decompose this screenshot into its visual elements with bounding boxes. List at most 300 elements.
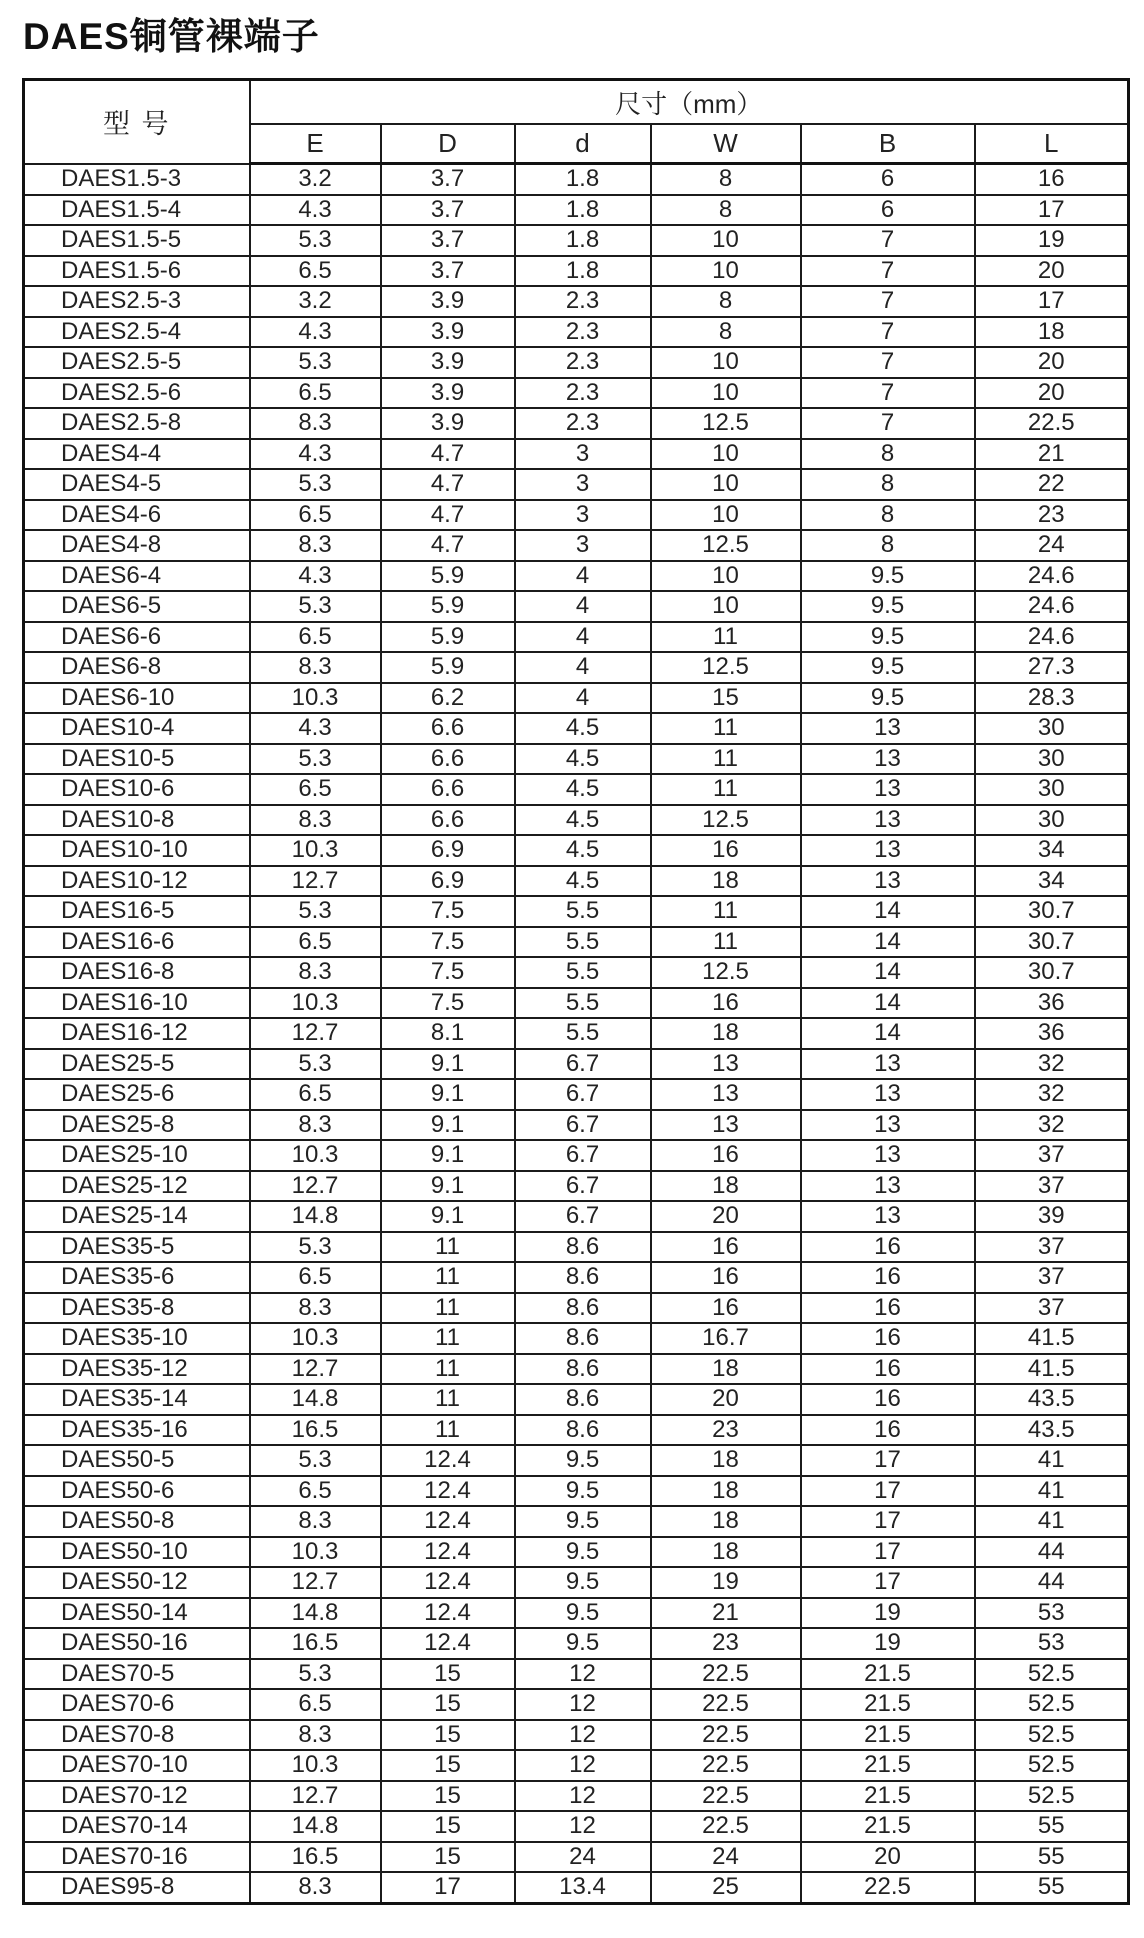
dimensions-table bbox=[22, 78, 1130, 1905]
table-row bbox=[24, 1567, 1129, 1598]
value-cell: 8.3 bbox=[250, 957, 381, 988]
table-row bbox=[24, 530, 1129, 561]
value-cell: 3.7 bbox=[381, 256, 515, 287]
value-cell: 21.5 bbox=[801, 1750, 975, 1781]
value-cell: 14.8 bbox=[250, 1384, 381, 1415]
value-cell: 9.5 bbox=[515, 1567, 651, 1598]
model-cell: DAES1.5-6 bbox=[24, 256, 250, 287]
model-cell: DAES1.5-5 bbox=[24, 225, 250, 256]
value-cell: 9.5 bbox=[801, 683, 975, 714]
model-cell: DAES10-6 bbox=[24, 774, 250, 805]
value-cell: 16 bbox=[651, 988, 801, 1019]
value-cell: 13 bbox=[801, 805, 975, 836]
value-cell: 19 bbox=[801, 1628, 975, 1659]
model-cell: DAES50-10 bbox=[24, 1537, 250, 1568]
value-cell: 12.7 bbox=[250, 1171, 381, 1202]
model-cell: DAES10-4 bbox=[24, 713, 250, 744]
value-cell: 16 bbox=[801, 1232, 975, 1263]
value-cell: 12.4 bbox=[381, 1628, 515, 1659]
model-cell: DAES70-8 bbox=[24, 1720, 250, 1751]
value-cell: 4.3 bbox=[250, 713, 381, 744]
value-cell: 7 bbox=[801, 408, 975, 439]
value-cell: 5.3 bbox=[250, 744, 381, 775]
model-cell: DAES10-5 bbox=[24, 744, 250, 775]
col-header-B: B bbox=[801, 124, 975, 164]
value-cell: 52.5 bbox=[975, 1781, 1129, 1812]
value-cell: 16.5 bbox=[250, 1628, 381, 1659]
value-cell: 14.8 bbox=[250, 1201, 381, 1232]
value-cell: 17 bbox=[801, 1506, 975, 1537]
value-cell: 13 bbox=[801, 1049, 975, 1080]
value-cell: 8 bbox=[801, 500, 975, 531]
value-cell: 3.9 bbox=[381, 347, 515, 378]
value-cell: 14 bbox=[801, 896, 975, 927]
table-row bbox=[24, 591, 1129, 622]
table-header bbox=[24, 80, 1129, 164]
value-cell: 41.5 bbox=[975, 1323, 1129, 1354]
table-row bbox=[24, 713, 1129, 744]
value-cell: 21 bbox=[651, 1598, 801, 1629]
value-cell: 7.5 bbox=[381, 957, 515, 988]
value-cell: 32 bbox=[975, 1049, 1129, 1080]
table-row bbox=[24, 195, 1129, 226]
value-cell: 9.5 bbox=[801, 652, 975, 683]
model-cell: DAES6-10 bbox=[24, 683, 250, 714]
table-row bbox=[24, 652, 1129, 683]
value-cell: 12.7 bbox=[250, 1567, 381, 1598]
model-cell: DAES25-14 bbox=[24, 1201, 250, 1232]
value-cell: 8.6 bbox=[515, 1415, 651, 1446]
value-cell: 41 bbox=[975, 1445, 1129, 1476]
value-cell: 8.3 bbox=[250, 408, 381, 439]
value-cell: 16.5 bbox=[250, 1842, 381, 1873]
value-cell: 41.5 bbox=[975, 1354, 1129, 1385]
value-cell: 6.5 bbox=[250, 1689, 381, 1720]
value-cell: 4.3 bbox=[250, 561, 381, 592]
value-cell: 8 bbox=[801, 439, 975, 470]
value-cell: 24.6 bbox=[975, 591, 1129, 622]
col-header-E: E bbox=[250, 124, 381, 164]
table-row bbox=[24, 347, 1129, 378]
value-cell: 8.3 bbox=[250, 652, 381, 683]
value-cell: 9.1 bbox=[381, 1201, 515, 1232]
value-cell: 6.5 bbox=[250, 500, 381, 531]
value-cell: 11 bbox=[651, 713, 801, 744]
value-cell: 15 bbox=[381, 1842, 515, 1873]
value-cell: 3 bbox=[515, 439, 651, 470]
size-group-header: 尺寸（mm） bbox=[250, 80, 1129, 125]
table-row bbox=[24, 896, 1129, 927]
value-cell: 17 bbox=[801, 1445, 975, 1476]
value-cell: 11 bbox=[651, 927, 801, 958]
value-cell: 4.5 bbox=[515, 805, 651, 836]
value-cell: 6 bbox=[801, 164, 975, 195]
value-cell: 16 bbox=[975, 164, 1129, 195]
value-cell: 23 bbox=[651, 1415, 801, 1446]
model-cell: DAES35-6 bbox=[24, 1262, 250, 1293]
value-cell: 4.5 bbox=[515, 835, 651, 866]
value-cell: 22 bbox=[975, 469, 1129, 500]
value-cell: 34 bbox=[975, 835, 1129, 866]
value-cell: 9.5 bbox=[515, 1598, 651, 1629]
value-cell: 24.6 bbox=[975, 622, 1129, 653]
value-cell: 7 bbox=[801, 317, 975, 348]
model-cell: DAES4-5 bbox=[24, 469, 250, 500]
value-cell: 8.6 bbox=[515, 1232, 651, 1263]
table-row bbox=[24, 835, 1129, 866]
value-cell: 8.3 bbox=[250, 1293, 381, 1324]
value-cell: 2.3 bbox=[515, 408, 651, 439]
table-row bbox=[24, 927, 1129, 958]
value-cell: 34 bbox=[975, 866, 1129, 897]
value-cell: 12.5 bbox=[651, 530, 801, 561]
table-row bbox=[24, 1354, 1129, 1385]
value-cell: 13.4 bbox=[515, 1872, 651, 1903]
value-cell: 2.3 bbox=[515, 378, 651, 409]
col-header-L: L bbox=[975, 124, 1129, 164]
value-cell: 13 bbox=[801, 1079, 975, 1110]
value-cell: 30 bbox=[975, 744, 1129, 775]
col-header-W: W bbox=[651, 124, 801, 164]
value-cell: 4.7 bbox=[381, 530, 515, 561]
value-cell: 7.5 bbox=[381, 896, 515, 927]
value-cell: 37 bbox=[975, 1140, 1129, 1171]
value-cell: 13 bbox=[801, 1171, 975, 1202]
value-cell: 16 bbox=[801, 1262, 975, 1293]
table-row bbox=[24, 561, 1129, 592]
value-cell: 22.5 bbox=[651, 1750, 801, 1781]
value-cell: 6.7 bbox=[515, 1140, 651, 1171]
value-cell: 12.5 bbox=[651, 652, 801, 683]
value-cell: 5.3 bbox=[250, 469, 381, 500]
value-cell: 8 bbox=[801, 530, 975, 561]
table-body bbox=[24, 164, 1129, 1904]
table-row bbox=[24, 408, 1129, 439]
value-cell: 7 bbox=[801, 256, 975, 287]
value-cell: 20 bbox=[651, 1201, 801, 1232]
value-cell: 6.7 bbox=[515, 1171, 651, 1202]
value-cell: 13 bbox=[801, 866, 975, 897]
value-cell: 21.5 bbox=[801, 1720, 975, 1751]
value-cell: 6.5 bbox=[250, 927, 381, 958]
table-row bbox=[24, 866, 1129, 897]
table-row bbox=[24, 1140, 1129, 1171]
value-cell: 6.6 bbox=[381, 744, 515, 775]
value-cell: 16 bbox=[801, 1354, 975, 1385]
value-cell: 9.5 bbox=[801, 561, 975, 592]
value-cell: 18 bbox=[651, 1018, 801, 1049]
value-cell: 4.3 bbox=[250, 195, 381, 226]
value-cell: 3.7 bbox=[381, 195, 515, 226]
value-cell: 30.7 bbox=[975, 896, 1129, 927]
model-cell: DAES2.5-6 bbox=[24, 378, 250, 409]
value-cell: 15 bbox=[381, 1781, 515, 1812]
size-header-row bbox=[24, 80, 1129, 125]
value-cell: 4.5 bbox=[515, 744, 651, 775]
model-cell: DAES50-5 bbox=[24, 1445, 250, 1476]
value-cell: 3.9 bbox=[381, 378, 515, 409]
value-cell: 13 bbox=[801, 1201, 975, 1232]
value-cell: 6.9 bbox=[381, 866, 515, 897]
value-cell: 12.4 bbox=[381, 1567, 515, 1598]
value-cell: 10.3 bbox=[250, 683, 381, 714]
value-cell: 16.5 bbox=[250, 1415, 381, 1446]
value-cell: 4.3 bbox=[250, 439, 381, 470]
value-cell: 9.5 bbox=[515, 1476, 651, 1507]
table-row bbox=[24, 286, 1129, 317]
model-cell: DAES25-6 bbox=[24, 1079, 250, 1110]
model-cell: DAES6-4 bbox=[24, 561, 250, 592]
value-cell: 17 bbox=[801, 1476, 975, 1507]
model-cell: DAES4-4 bbox=[24, 439, 250, 470]
value-cell: 6.5 bbox=[250, 622, 381, 653]
value-cell: 52.5 bbox=[975, 1750, 1129, 1781]
value-cell: 5.5 bbox=[515, 896, 651, 927]
model-column-header: 型 号 bbox=[24, 80, 250, 164]
table-row bbox=[24, 957, 1129, 988]
value-cell: 6.2 bbox=[381, 683, 515, 714]
table-row bbox=[24, 1079, 1129, 1110]
table-row bbox=[24, 622, 1129, 653]
value-cell: 16 bbox=[651, 1140, 801, 1171]
value-cell: 16 bbox=[801, 1323, 975, 1354]
value-cell: 18 bbox=[651, 866, 801, 897]
model-cell: DAES10-8 bbox=[24, 805, 250, 836]
value-cell: 20 bbox=[975, 347, 1129, 378]
value-cell: 11 bbox=[381, 1384, 515, 1415]
table-row bbox=[24, 500, 1129, 531]
value-cell: 10 bbox=[651, 439, 801, 470]
col-header-D: D bbox=[381, 124, 515, 164]
value-cell: 5.5 bbox=[515, 1018, 651, 1049]
table-row bbox=[24, 1537, 1129, 1568]
value-cell: 9.1 bbox=[381, 1049, 515, 1080]
value-cell: 55 bbox=[975, 1811, 1129, 1842]
value-cell: 20 bbox=[801, 1842, 975, 1873]
value-cell: 24.6 bbox=[975, 561, 1129, 592]
value-cell: 9.5 bbox=[515, 1628, 651, 1659]
value-cell: 12 bbox=[515, 1689, 651, 1720]
value-cell: 12.4 bbox=[381, 1506, 515, 1537]
value-cell: 3.9 bbox=[381, 317, 515, 348]
model-cell: DAES35-10 bbox=[24, 1323, 250, 1354]
value-cell: 13 bbox=[801, 744, 975, 775]
value-cell: 18 bbox=[975, 317, 1129, 348]
value-cell: 16 bbox=[801, 1384, 975, 1415]
model-cell: DAES6-6 bbox=[24, 622, 250, 653]
value-cell: 5.5 bbox=[515, 927, 651, 958]
value-cell: 3 bbox=[515, 530, 651, 561]
value-cell: 8 bbox=[651, 317, 801, 348]
value-cell: 11 bbox=[651, 744, 801, 775]
model-cell: DAES70-16 bbox=[24, 1842, 250, 1873]
value-cell: 10 bbox=[651, 378, 801, 409]
value-cell: 6.9 bbox=[381, 835, 515, 866]
value-cell: 7 bbox=[801, 225, 975, 256]
value-cell: 53 bbox=[975, 1598, 1129, 1629]
value-cell: 8.3 bbox=[250, 1872, 381, 1903]
value-cell: 30.7 bbox=[975, 957, 1129, 988]
value-cell: 12.7 bbox=[250, 1018, 381, 1049]
value-cell: 6 bbox=[801, 195, 975, 226]
value-cell: 14 bbox=[801, 1018, 975, 1049]
value-cell: 11 bbox=[381, 1323, 515, 1354]
value-cell: 11 bbox=[651, 774, 801, 805]
value-cell: 2.3 bbox=[515, 347, 651, 378]
value-cell: 16 bbox=[651, 1262, 801, 1293]
value-cell: 4 bbox=[515, 591, 651, 622]
value-cell: 18 bbox=[651, 1445, 801, 1476]
value-cell: 3.9 bbox=[381, 408, 515, 439]
model-cell: DAES25-10 bbox=[24, 1140, 250, 1171]
value-cell: 18 bbox=[651, 1476, 801, 1507]
model-cell: DAES35-8 bbox=[24, 1293, 250, 1324]
value-cell: 10.3 bbox=[250, 988, 381, 1019]
value-cell: 12 bbox=[515, 1781, 651, 1812]
value-cell: 30 bbox=[975, 774, 1129, 805]
value-cell: 9.5 bbox=[801, 591, 975, 622]
model-cell: DAES6-5 bbox=[24, 591, 250, 622]
value-cell: 21.5 bbox=[801, 1689, 975, 1720]
model-cell: DAES95-8 bbox=[24, 1872, 250, 1903]
value-cell: 13 bbox=[651, 1110, 801, 1141]
value-cell: 22.5 bbox=[651, 1659, 801, 1690]
value-cell: 20 bbox=[651, 1384, 801, 1415]
value-cell: 8.6 bbox=[515, 1323, 651, 1354]
value-cell: 15 bbox=[651, 683, 801, 714]
value-cell: 17 bbox=[975, 195, 1129, 226]
value-cell: 7 bbox=[801, 286, 975, 317]
value-cell: 14 bbox=[801, 988, 975, 1019]
value-cell: 22.5 bbox=[651, 1811, 801, 1842]
value-cell: 8.6 bbox=[515, 1293, 651, 1324]
value-cell: 52.5 bbox=[975, 1659, 1129, 1690]
value-cell: 10 bbox=[651, 500, 801, 531]
value-cell: 12 bbox=[515, 1750, 651, 1781]
value-cell: 6.5 bbox=[250, 256, 381, 287]
value-cell: 9.1 bbox=[381, 1110, 515, 1141]
value-cell: 8.3 bbox=[250, 1110, 381, 1141]
model-cell: DAES50-6 bbox=[24, 1476, 250, 1507]
value-cell: 24 bbox=[975, 530, 1129, 561]
value-cell: 9.1 bbox=[381, 1079, 515, 1110]
model-cell: DAES1.5-3 bbox=[24, 164, 250, 195]
value-cell: 6.7 bbox=[515, 1110, 651, 1141]
value-cell: 1.8 bbox=[515, 225, 651, 256]
value-cell: 12.7 bbox=[250, 1354, 381, 1385]
table-row bbox=[24, 1049, 1129, 1080]
value-cell: 16 bbox=[651, 1232, 801, 1263]
value-cell: 17 bbox=[381, 1872, 515, 1903]
value-cell: 21.5 bbox=[801, 1811, 975, 1842]
model-cell: DAES2.5-5 bbox=[24, 347, 250, 378]
model-cell: DAES4-6 bbox=[24, 500, 250, 531]
value-cell: 37 bbox=[975, 1171, 1129, 1202]
model-cell: DAES16-10 bbox=[24, 988, 250, 1019]
value-cell: 1.8 bbox=[515, 256, 651, 287]
value-cell: 21.5 bbox=[801, 1781, 975, 1812]
table-row bbox=[24, 469, 1129, 500]
value-cell: 8 bbox=[651, 164, 801, 195]
value-cell: 3.7 bbox=[381, 164, 515, 195]
value-cell: 24 bbox=[515, 1842, 651, 1873]
value-cell: 2.3 bbox=[515, 286, 651, 317]
model-cell: DAES4-8 bbox=[24, 530, 250, 561]
value-cell: 19 bbox=[801, 1598, 975, 1629]
value-cell: 18 bbox=[651, 1354, 801, 1385]
value-cell: 4 bbox=[515, 652, 651, 683]
value-cell: 21 bbox=[975, 439, 1129, 470]
value-cell: 36 bbox=[975, 1018, 1129, 1049]
value-cell: 8.6 bbox=[515, 1384, 651, 1415]
value-cell: 44 bbox=[975, 1567, 1129, 1598]
model-cell: DAES50-12 bbox=[24, 1567, 250, 1598]
table-row bbox=[24, 1598, 1129, 1629]
value-cell: 8.1 bbox=[381, 1018, 515, 1049]
value-cell: 32 bbox=[975, 1079, 1129, 1110]
value-cell: 6.7 bbox=[515, 1201, 651, 1232]
model-cell: DAES16-8 bbox=[24, 957, 250, 988]
value-cell: 20 bbox=[975, 378, 1129, 409]
value-cell: 3.7 bbox=[381, 225, 515, 256]
table-row bbox=[24, 1842, 1129, 1873]
model-cell: DAES70-6 bbox=[24, 1689, 250, 1720]
value-cell: 22.5 bbox=[975, 408, 1129, 439]
model-cell: DAES25-12 bbox=[24, 1171, 250, 1202]
table-row bbox=[24, 1293, 1129, 1324]
value-cell: 10 bbox=[651, 225, 801, 256]
value-cell: 5.3 bbox=[250, 1659, 381, 1690]
value-cell: 18 bbox=[651, 1537, 801, 1568]
value-cell: 12.4 bbox=[381, 1476, 515, 1507]
value-cell: 43.5 bbox=[975, 1384, 1129, 1415]
value-cell: 41 bbox=[975, 1506, 1129, 1537]
model-cell: DAES50-16 bbox=[24, 1628, 250, 1659]
value-cell: 5.3 bbox=[250, 896, 381, 927]
value-cell: 15 bbox=[381, 1659, 515, 1690]
value-cell: 10 bbox=[651, 347, 801, 378]
value-cell: 8.3 bbox=[250, 530, 381, 561]
value-cell: 7.5 bbox=[381, 988, 515, 1019]
value-cell: 39 bbox=[975, 1201, 1129, 1232]
value-cell: 20 bbox=[975, 256, 1129, 287]
value-cell: 12.4 bbox=[381, 1598, 515, 1629]
value-cell: 5.3 bbox=[250, 347, 381, 378]
model-cell: DAES2.5-3 bbox=[24, 286, 250, 317]
model-cell: DAES6-8 bbox=[24, 652, 250, 683]
value-cell: 15 bbox=[381, 1720, 515, 1751]
value-cell: 41 bbox=[975, 1476, 1129, 1507]
value-cell: 6.7 bbox=[515, 1079, 651, 1110]
value-cell: 8 bbox=[801, 469, 975, 500]
value-cell: 5.3 bbox=[250, 1232, 381, 1263]
value-cell: 9.5 bbox=[515, 1537, 651, 1568]
table-row bbox=[24, 317, 1129, 348]
value-cell: 10.3 bbox=[250, 1750, 381, 1781]
value-cell: 12.5 bbox=[651, 408, 801, 439]
value-cell: 16.7 bbox=[651, 1323, 801, 1354]
value-cell: 4.5 bbox=[515, 713, 651, 744]
model-cell: DAES10-10 bbox=[24, 835, 250, 866]
model-cell: DAES2.5-8 bbox=[24, 408, 250, 439]
table-row bbox=[24, 1872, 1129, 1903]
value-cell: 1.8 bbox=[515, 164, 651, 195]
col-header-d: d bbox=[515, 124, 651, 164]
value-cell: 6.6 bbox=[381, 774, 515, 805]
table-row bbox=[24, 988, 1129, 1019]
value-cell: 6.7 bbox=[515, 1049, 651, 1080]
value-cell: 11 bbox=[381, 1232, 515, 1263]
